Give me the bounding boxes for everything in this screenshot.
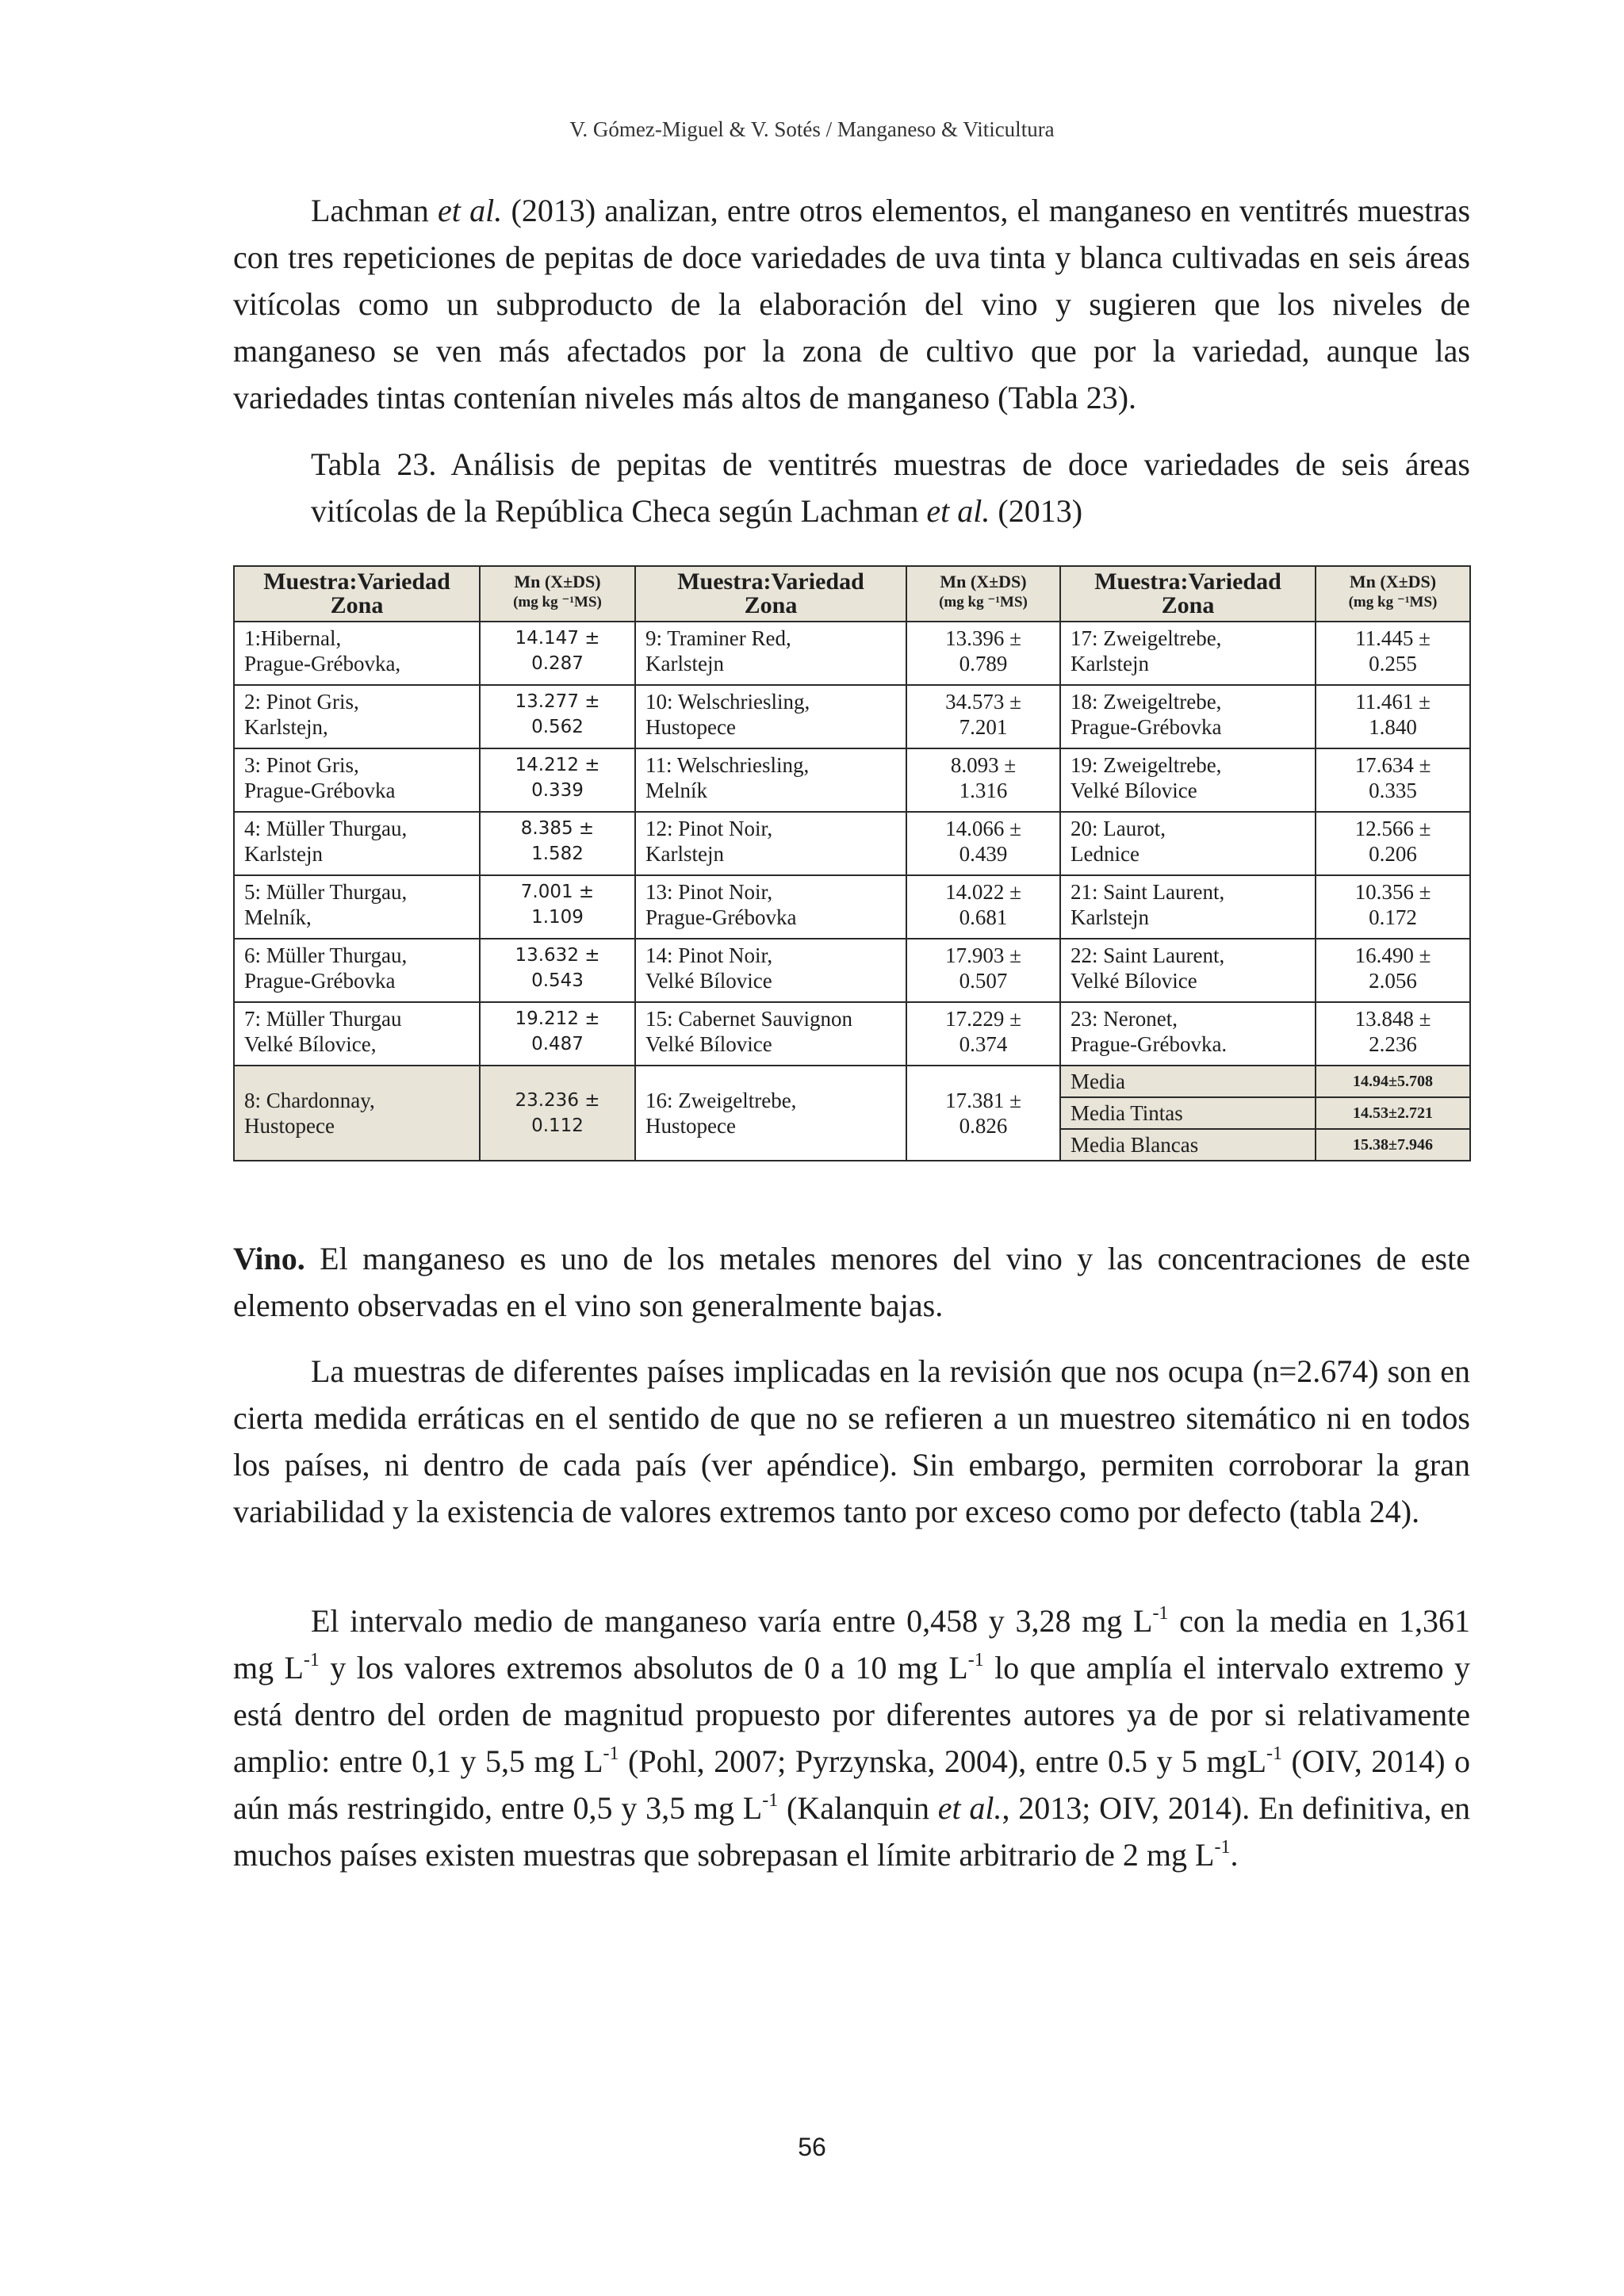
sample-cell: 6: Müller Thurgau, Prague-Grébovka <box>234 939 480 1002</box>
mn-value-cell: 11.461 ± 1.840 <box>1316 685 1470 748</box>
table-row <box>234 1002 1470 1066</box>
header-sample-3: Muestra:Variedad Zona <box>1060 566 1316 622</box>
mn-value-cell: 17.381 ± 0.826 <box>906 1066 1060 1161</box>
mn-value-cell: 19.212 ± 0.487 <box>480 1002 635 1066</box>
mn-value-cell: 13.632 ± 0.543 <box>480 939 635 1002</box>
summary-value-blancas: 15.38±7.946 <box>1316 1129 1470 1161</box>
sample-cell: 12: Pinot Noir, Karlstejn <box>635 812 906 875</box>
header-mn-2: Mn (X±DS) (mg kg ⁻¹MS) <box>906 566 1060 622</box>
mn-value-cell: 34.573 ± 7.201 <box>906 685 1060 748</box>
intro-text: (2013) analizan, entre otros elementos, el manganeso en ventitrés muestras con tres repeticiones de pepitas de doce variedades de uva tinta y blanca cultivadas en seis áreas vitícolas como un subproducto de la elaboración del vino y sugieren que los niveles de manganeso se ven más afectados por la zona de cultivo que por la variedad, aunque las variedades tintas contenían niveles más altos de manganeso (Tabla 23). <box>233 193 1471 415</box>
intro-author: Lachman <box>311 193 429 228</box>
sample-cell: 5: Müller Thurgau, Melník, <box>234 875 480 939</box>
caption-year: (2013) <box>990 493 1083 529</box>
header-sample-1: Muestra:Variedad Zona <box>234 566 480 622</box>
sample-cell: 21: Saint Laurent, Karlstejn <box>1060 875 1316 939</box>
mn-value-cell: 10.356 ± 0.172 <box>1316 875 1470 939</box>
summary-value-tintas: 14.53±2.721 <box>1316 1097 1470 1129</box>
table-header-row <box>234 566 1470 622</box>
sample-cell: 10: Welschriesling, Hustopece <box>635 685 906 748</box>
sample-cell: 4: Müller Thurgau, Karlstejn <box>234 812 480 875</box>
mn-value-cell: 13.848 ± 2.236 <box>1316 1002 1470 1066</box>
sample-cell: 22: Saint Laurent, Velké Bílovice <box>1060 939 1316 1002</box>
summary-label-blancas: Media Blancas <box>1060 1129 1316 1161</box>
table-row <box>234 812 1470 875</box>
mn-value-cell: 14.147 ± 0.287 <box>480 622 635 685</box>
mn-value-cell: 14.066 ± 0.439 <box>906 812 1060 875</box>
header-sample-2: Muestra:Variedad Zona <box>635 566 906 622</box>
mn-value-cell: 14.212 ± 0.339 <box>480 748 635 812</box>
running-head: V. Gómez-Miguel & V. Sotés / Manganeso & Viticultura <box>569 117 1055 141</box>
sample-cell: 15: Cabernet Sauvignon Velké Bílovice <box>635 1002 906 1066</box>
page-number: 56 <box>798 2133 826 2161</box>
mn-value-cell: 11.445 ± 0.255 <box>1316 622 1470 685</box>
mn-value-cell: 17.634 ± 0.335 <box>1316 748 1470 812</box>
mn-value-cell: 23.236 ± 0.112 <box>480 1066 635 1161</box>
sample-cell: 2: Pinot Gris, Karlstejn, <box>234 685 480 748</box>
sample-cell: 20: Laurot, Lednice <box>1060 812 1316 875</box>
sample-cell: 9: Traminer Red, Karlstejn <box>635 622 906 685</box>
sample-cell: 3: Pinot Gris, Prague-Grébovka <box>234 748 480 812</box>
table-row-last <box>234 1066 1470 1097</box>
sample-cell: 18: Zweigeltrebe, Prague-Grébovka <box>1060 685 1316 748</box>
sample-cell: 14: Pinot Noir, Velké Bílovice <box>635 939 906 1002</box>
mn-value-cell: 17.229 ± 0.374 <box>906 1002 1060 1066</box>
mn-value-cell: 13.396 ± 0.789 <box>906 622 1060 685</box>
sample-cell: 11: Welschriesling, Melník <box>635 748 906 812</box>
mn-value-cell: 13.277 ± 0.562 <box>480 685 635 748</box>
table-row <box>234 748 1470 812</box>
mn-value-cell: 16.490 ± 2.056 <box>1316 939 1470 1002</box>
vino-paragraph <box>233 1235 1470 1329</box>
sample-cell: 7: Müller Thurgau Velké Bílovice, <box>234 1002 480 1066</box>
header-mn-3: Mn (X±DS) (mg kg ⁻¹MS) <box>1316 566 1470 622</box>
caption-etal: et al. <box>926 493 990 529</box>
mn-value-cell: 17.903 ± 0.507 <box>906 939 1060 1002</box>
intro-etal: et al. <box>438 193 503 228</box>
table-row <box>234 622 1470 685</box>
summary-label-media: Media <box>1060 1066 1316 1097</box>
sample-cell: 8: Chardonnay, Hustopece <box>234 1066 480 1161</box>
table-row <box>234 939 1470 1002</box>
intervalo-paragraph: El intervalo medio de manganeso varía entre 0,458 y 3,28 mg $L^{-1}$ con la media en 1,361 mg $L^{-1}$ y los valores extremos absolutos de 0 a 10 mg $L^{-1}$ lo que amplía el intervalo extremo y está dentro del orden de magnitud propuesto por diferentes autores ya de por si relativamente amplio: entre 0,1 y 5,5 mg $L^{-1}$ (Pohl, 2007; Pyrzynska, 2004), entre 0.5 y 5 mgL$^{-1}$ (OIV, 2014) o aún más restringido, entre 0,5 y 3,5 mg $L^{-1}$ (Kalanquin et al., 2013; OIV, 2014). En definitiva, en muchos países existen muestras que sobrepasan el límite arbitrario de 2 mg $L^{-1}$. <box>233 1603 1471 1873</box>
seed-analysis-table <box>233 565 1471 1161</box>
table-row <box>234 875 1470 939</box>
vino-text: El manganeso es uno de los metales menores del vino y las concentraciones de este elemento observadas en el vino son generalmente bajas. <box>233 1241 1470 1323</box>
table-caption <box>311 441 1470 534</box>
mn-value-cell: 12.566 ± 0.206 <box>1316 812 1470 875</box>
mn-value-cell: 8.093 ± 1.316 <box>906 748 1060 812</box>
sample-cell: 23: Neronet, Prague-Grébovka. <box>1060 1002 1316 1066</box>
mn-value-cell: 14.022 ± 0.681 <box>906 875 1060 939</box>
muestras-paragraph: La muestras de diferentes países implicadas en la revisión que nos ocupa (n=2.674) son en cierta medida erráticas en el sentido de que no se refieren a un muestreo sitemático ni en todos los países, ni dentro de cada país (ver apéndice). Sin embargo, permiten corroborar la gran variabilidad y la existencia de valores extremos tanto por exceso como por defecto (tabla 24). <box>233 1353 1470 1529</box>
mn-value-cell: 7.001 ± 1.109 <box>480 875 635 939</box>
sample-cell: 19: Zweigeltrebe, Velké Bílovice <box>1060 748 1316 812</box>
summary-label-tintas: Media Tintas <box>1060 1097 1316 1129</box>
intro-paragraph <box>233 187 1470 421</box>
summary-value-media: 14.94±5.708 <box>1316 1066 1470 1097</box>
mn-value-cell: 8.385 ± 1.582 <box>480 812 635 875</box>
sample-cell: 13: Pinot Noir, Prague-Grébovka <box>635 875 906 939</box>
sample-cell: 16: Zweigeltrebe, Hustopece <box>635 1066 906 1161</box>
vino-heading: Vino. <box>233 1241 305 1276</box>
caption-text: Tabla 23. Análisis de pepitas de ventitrés muestras de doce variedades de seis áreas vitícolas de la República Checa según Lachman <box>311 446 1470 529</box>
sample-cell: 17: Zweigeltrebe, Karlstejn <box>1060 622 1316 685</box>
sample-cell: 1:Hibernal, Prague-Grébovka, <box>234 622 480 685</box>
header-mn-1: Mn (X±DS) (mg kg ⁻¹MS) <box>480 566 635 622</box>
table-row <box>234 685 1470 748</box>
